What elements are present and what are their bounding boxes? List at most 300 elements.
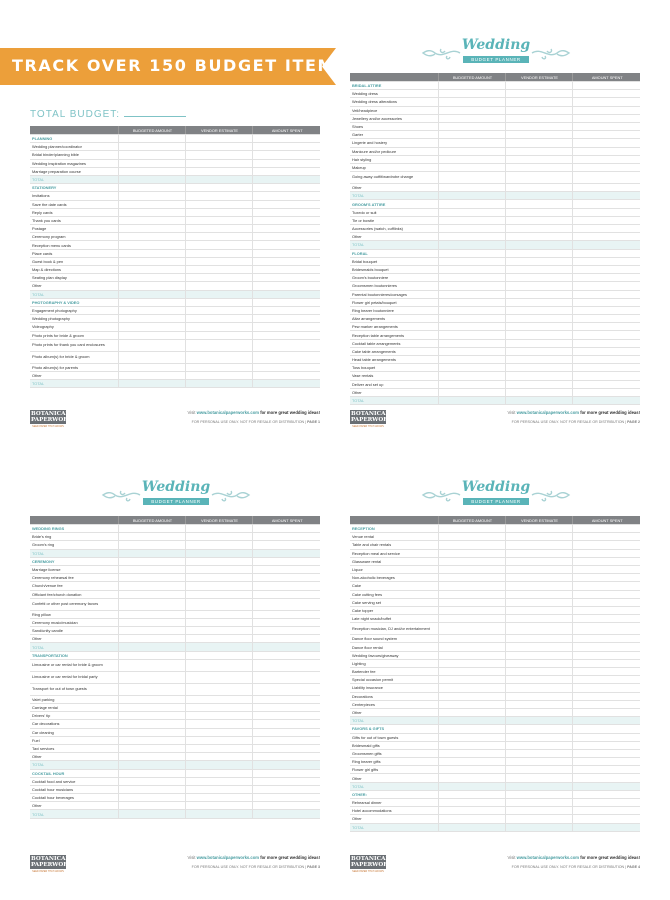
amount-cell[interactable]: [438, 331, 505, 339]
total-amount-cell[interactable]: [572, 823, 640, 831]
amount-cell[interactable]: [438, 282, 505, 290]
amount-cell[interactable]: [185, 298, 252, 306]
total-amount-cell[interactable]: [252, 761, 320, 769]
amount-cell[interactable]: [438, 525, 505, 533]
amount-cell[interactable]: [572, 598, 640, 606]
website-link[interactable]: www.botanicalpaperworks.com: [516, 855, 580, 860]
amount-cell[interactable]: [572, 257, 640, 265]
amount-cell[interactable]: [505, 208, 572, 216]
amount-cell[interactable]: [252, 777, 320, 785]
total-amount-cell[interactable]: [118, 549, 185, 557]
amount-cell[interactable]: [252, 736, 320, 744]
amount-cell[interactable]: [185, 753, 252, 761]
amount-cell[interactable]: [185, 736, 252, 744]
amount-cell[interactable]: [505, 606, 572, 614]
amount-cell[interactable]: [185, 598, 252, 610]
amount-cell[interactable]: [185, 525, 252, 533]
total-budget-blank-line[interactable]: [124, 108, 186, 117]
amount-cell[interactable]: [505, 700, 572, 708]
amount-cell[interactable]: [118, 192, 185, 200]
total-amount-cell[interactable]: [505, 782, 572, 790]
amount-cell[interactable]: [118, 683, 185, 695]
amount-cell[interactable]: [505, 725, 572, 733]
amount-cell[interactable]: [572, 557, 640, 565]
amount-cell[interactable]: [118, 266, 185, 274]
amount-cell[interactable]: [252, 695, 320, 703]
amount-cell[interactable]: [185, 565, 252, 573]
amount-cell[interactable]: [252, 659, 320, 671]
amount-cell[interactable]: [118, 565, 185, 573]
amount-cell[interactable]: [438, 257, 505, 265]
amount-cell[interactable]: [505, 122, 572, 130]
amount-cell[interactable]: [185, 315, 252, 323]
amount-cell[interactable]: [438, 623, 505, 635]
amount-cell[interactable]: [252, 266, 320, 274]
amount-cell[interactable]: [118, 651, 185, 659]
total-amount-cell[interactable]: [118, 290, 185, 298]
amount-cell[interactable]: [505, 790, 572, 798]
amount-cell[interactable]: [185, 282, 252, 290]
amount-cell[interactable]: [572, 623, 640, 635]
amount-cell[interactable]: [118, 541, 185, 549]
amount-cell[interactable]: [185, 728, 252, 736]
amount-cell[interactable]: [572, 700, 640, 708]
amount-cell[interactable]: [185, 192, 252, 200]
amount-cell[interactable]: [185, 712, 252, 720]
amount-cell[interactable]: [572, 388, 640, 396]
amount-cell[interactable]: [505, 163, 572, 171]
amount-cell[interactable]: [185, 794, 252, 802]
amount-cell[interactable]: [185, 785, 252, 793]
amount-cell[interactable]: [252, 351, 320, 363]
amount-cell[interactable]: [118, 274, 185, 282]
amount-cell[interactable]: [185, 371, 252, 379]
amount-cell[interactable]: [505, 90, 572, 98]
amount-cell[interactable]: [572, 749, 640, 757]
amount-cell[interactable]: [438, 339, 505, 347]
amount-cell[interactable]: [252, 728, 320, 736]
amount-cell[interactable]: [118, 225, 185, 233]
amount-cell[interactable]: [438, 163, 505, 171]
total-amount-cell[interactable]: [572, 241, 640, 249]
total-amount-cell[interactable]: [572, 782, 640, 790]
amount-cell[interactable]: [505, 758, 572, 766]
amount-cell[interactable]: [118, 533, 185, 541]
amount-cell[interactable]: [185, 323, 252, 331]
amount-cell[interactable]: [118, 574, 185, 582]
amount-cell[interactable]: [185, 135, 252, 143]
amount-cell[interactable]: [572, 139, 640, 147]
amount-cell[interactable]: [185, 274, 252, 282]
amount-cell[interactable]: [505, 364, 572, 372]
amount-cell[interactable]: [118, 331, 185, 339]
amount-cell[interactable]: [252, 323, 320, 331]
amount-cell[interactable]: [252, 565, 320, 573]
amount-cell[interactable]: [438, 155, 505, 163]
total-amount-cell[interactable]: [438, 823, 505, 831]
amount-cell[interactable]: [505, 590, 572, 598]
total-amount-cell[interactable]: [185, 380, 252, 388]
total-amount-cell[interactable]: [118, 643, 185, 651]
amount-cell[interactable]: [438, 106, 505, 114]
amount-cell[interactable]: [185, 704, 252, 712]
amount-cell[interactable]: [252, 371, 320, 379]
amount-cell[interactable]: [252, 363, 320, 371]
amount-cell[interactable]: [118, 582, 185, 590]
amount-cell[interactable]: [438, 799, 505, 807]
amount-cell[interactable]: [505, 372, 572, 380]
amount-cell[interactable]: [252, 794, 320, 802]
amount-cell[interactable]: [572, 208, 640, 216]
website-link[interactable]: www.botanicalpaperworks.com: [196, 410, 260, 415]
amount-cell[interactable]: [252, 533, 320, 541]
amount-cell[interactable]: [438, 541, 505, 549]
amount-cell[interactable]: [505, 131, 572, 139]
amount-cell[interactable]: [572, 549, 640, 557]
amount-cell[interactable]: [118, 351, 185, 363]
amount-cell[interactable]: [572, 590, 640, 598]
total-amount-cell[interactable]: [505, 396, 572, 404]
amount-cell[interactable]: [252, 192, 320, 200]
amount-cell[interactable]: [438, 216, 505, 224]
amount-cell[interactable]: [438, 208, 505, 216]
amount-cell[interactable]: [505, 684, 572, 692]
total-amount-cell[interactable]: [185, 810, 252, 818]
amount-cell[interactable]: [252, 135, 320, 143]
amount-cell[interactable]: [438, 323, 505, 331]
amount-cell[interactable]: [505, 766, 572, 774]
amount-cell[interactable]: [572, 676, 640, 684]
amount-cell[interactable]: [505, 184, 572, 192]
amount-cell[interactable]: [185, 241, 252, 249]
amount-cell[interactable]: [572, 565, 640, 573]
amount-cell[interactable]: [505, 233, 572, 241]
amount-cell[interactable]: [252, 306, 320, 314]
amount-cell[interactable]: [118, 753, 185, 761]
amount-cell[interactable]: [505, 265, 572, 273]
amount-cell[interactable]: [185, 574, 252, 582]
amount-cell[interactable]: [185, 541, 252, 549]
amount-cell[interactable]: [252, 225, 320, 233]
amount-cell[interactable]: [118, 627, 185, 635]
amount-cell[interactable]: [185, 777, 252, 785]
amount-cell[interactable]: [118, 339, 185, 351]
amount-cell[interactable]: [118, 363, 185, 371]
amount-cell[interactable]: [118, 769, 185, 777]
amount-cell[interactable]: [185, 683, 252, 695]
amount-cell[interactable]: [118, 777, 185, 785]
amount-cell[interactable]: [572, 692, 640, 700]
amount-cell[interactable]: [252, 744, 320, 752]
amount-cell[interactable]: [438, 356, 505, 364]
amount-cell[interactable]: [438, 557, 505, 565]
amount-cell[interactable]: [572, 766, 640, 774]
amount-cell[interactable]: [505, 598, 572, 606]
amount-cell[interactable]: [572, 659, 640, 667]
amount-cell[interactable]: [185, 627, 252, 635]
amount-cell[interactable]: [252, 720, 320, 728]
amount-cell[interactable]: [438, 306, 505, 314]
amount-cell[interactable]: [185, 695, 252, 703]
amount-cell[interactable]: [252, 712, 320, 720]
amount-cell[interactable]: [118, 695, 185, 703]
amount-cell[interactable]: [438, 549, 505, 557]
amount-cell[interactable]: [505, 290, 572, 298]
amount-cell[interactable]: [252, 598, 320, 610]
amount-cell[interactable]: [505, 155, 572, 163]
amount-cell[interactable]: [438, 692, 505, 700]
amount-cell[interactable]: [438, 114, 505, 122]
amount-cell[interactable]: [252, 753, 320, 761]
amount-cell[interactable]: [118, 590, 185, 598]
amount-cell[interactable]: [118, 298, 185, 306]
amount-cell[interactable]: [185, 533, 252, 541]
amount-cell[interactable]: [438, 122, 505, 130]
amount-cell[interactable]: [252, 143, 320, 151]
amount-cell[interactable]: [118, 208, 185, 216]
amount-cell[interactable]: [438, 676, 505, 684]
amount-cell[interactable]: [118, 610, 185, 618]
amount-cell[interactable]: [118, 159, 185, 167]
total-amount-cell[interactable]: [505, 823, 572, 831]
total-amount-cell[interactable]: [572, 396, 640, 404]
amount-cell[interactable]: [505, 139, 572, 147]
amount-cell[interactable]: [505, 668, 572, 676]
amount-cell[interactable]: [438, 758, 505, 766]
amount-cell[interactable]: [572, 807, 640, 815]
amount-cell[interactable]: [185, 363, 252, 371]
total-amount-cell[interactable]: [438, 396, 505, 404]
total-amount-cell[interactable]: [185, 290, 252, 298]
amount-cell[interactable]: [572, 725, 640, 733]
amount-cell[interactable]: [572, 643, 640, 651]
amount-cell[interactable]: [118, 257, 185, 265]
amount-cell[interactable]: [572, 758, 640, 766]
amount-cell[interactable]: [505, 807, 572, 815]
amount-cell[interactable]: [438, 774, 505, 782]
amount-cell[interactable]: [438, 233, 505, 241]
amount-cell[interactable]: [572, 265, 640, 273]
amount-cell[interactable]: [438, 815, 505, 823]
amount-cell[interactable]: [252, 184, 320, 192]
amount-cell[interactable]: [505, 257, 572, 265]
amount-cell[interactable]: [118, 618, 185, 626]
amount-cell[interactable]: [505, 200, 572, 208]
amount-cell[interactable]: [572, 615, 640, 623]
amount-cell[interactable]: [438, 565, 505, 573]
total-amount-cell[interactable]: [252, 175, 320, 183]
amount-cell[interactable]: [572, 216, 640, 224]
amount-cell[interactable]: [572, 131, 640, 139]
amount-cell[interactable]: [438, 380, 505, 388]
total-amount-cell[interactable]: [185, 549, 252, 557]
amount-cell[interactable]: [118, 659, 185, 671]
amount-cell[interactable]: [505, 733, 572, 741]
amount-cell[interactable]: [252, 159, 320, 167]
amount-cell[interactable]: [438, 725, 505, 733]
amount-cell[interactable]: [185, 143, 252, 151]
amount-cell[interactable]: [572, 114, 640, 122]
amount-cell[interactable]: [185, 651, 252, 659]
amount-cell[interactable]: [252, 802, 320, 810]
amount-cell[interactable]: [185, 618, 252, 626]
amount-cell[interactable]: [438, 766, 505, 774]
website-link[interactable]: www.botanicalpaperworks.com: [196, 855, 260, 860]
amount-cell[interactable]: [252, 651, 320, 659]
amount-cell[interactable]: [505, 659, 572, 667]
amount-cell[interactable]: [118, 557, 185, 565]
amount-cell[interactable]: [118, 794, 185, 802]
amount-cell[interactable]: [185, 167, 252, 175]
total-amount-cell[interactable]: [185, 643, 252, 651]
amount-cell[interactable]: [572, 733, 640, 741]
amount-cell[interactable]: [118, 315, 185, 323]
amount-cell[interactable]: [572, 122, 640, 130]
amount-cell[interactable]: [572, 364, 640, 372]
amount-cell[interactable]: [438, 274, 505, 282]
amount-cell[interactable]: [572, 356, 640, 364]
amount-cell[interactable]: [572, 815, 640, 823]
amount-cell[interactable]: [185, 720, 252, 728]
amount-cell[interactable]: [505, 331, 572, 339]
amount-cell[interactable]: [572, 799, 640, 807]
amount-cell[interactable]: [438, 347, 505, 355]
amount-cell[interactable]: [505, 557, 572, 565]
amount-cell[interactable]: [505, 147, 572, 155]
amount-cell[interactable]: [185, 590, 252, 598]
amount-cell[interactable]: [118, 728, 185, 736]
amount-cell[interactable]: [118, 184, 185, 192]
amount-cell[interactable]: [505, 623, 572, 635]
amount-cell[interactable]: [505, 249, 572, 257]
amount-cell[interactable]: [505, 347, 572, 355]
amount-cell[interactable]: [118, 306, 185, 314]
amount-cell[interactable]: [505, 172, 572, 184]
amount-cell[interactable]: [438, 249, 505, 257]
amount-cell[interactable]: [438, 684, 505, 692]
amount-cell[interactable]: [438, 200, 505, 208]
amount-cell[interactable]: [572, 684, 640, 692]
amount-cell[interactable]: [252, 208, 320, 216]
total-amount-cell[interactable]: [438, 192, 505, 200]
amount-cell[interactable]: [438, 598, 505, 606]
amount-cell[interactable]: [185, 257, 252, 265]
amount-cell[interactable]: [505, 225, 572, 233]
amount-cell[interactable]: [438, 172, 505, 184]
amount-cell[interactable]: [252, 241, 320, 249]
amount-cell[interactable]: [438, 533, 505, 541]
amount-cell[interactable]: [185, 233, 252, 241]
amount-cell[interactable]: [438, 643, 505, 651]
amount-cell[interactable]: [438, 225, 505, 233]
total-amount-cell[interactable]: [572, 717, 640, 725]
amount-cell[interactable]: [572, 668, 640, 676]
amount-cell[interactable]: [505, 676, 572, 684]
amount-cell[interactable]: [252, 274, 320, 282]
amount-cell[interactable]: [572, 790, 640, 798]
amount-cell[interactable]: [572, 184, 640, 192]
total-amount-cell[interactable]: [438, 782, 505, 790]
amount-cell[interactable]: [505, 774, 572, 782]
amount-cell[interactable]: [185, 339, 252, 351]
amount-cell[interactable]: [505, 339, 572, 347]
total-amount-cell[interactable]: [252, 549, 320, 557]
amount-cell[interactable]: [185, 744, 252, 752]
amount-cell[interactable]: [505, 106, 572, 114]
amount-cell[interactable]: [252, 151, 320, 159]
amount-cell[interactable]: [438, 700, 505, 708]
amount-cell[interactable]: [438, 790, 505, 798]
amount-cell[interactable]: [438, 635, 505, 643]
amount-cell[interactable]: [438, 659, 505, 667]
amount-cell[interactable]: [118, 712, 185, 720]
amount-cell[interactable]: [572, 249, 640, 257]
amount-cell[interactable]: [505, 356, 572, 364]
amount-cell[interactable]: [438, 733, 505, 741]
amount-cell[interactable]: [252, 249, 320, 257]
amount-cell[interactable]: [572, 225, 640, 233]
amount-cell[interactable]: [505, 114, 572, 122]
amount-cell[interactable]: [118, 216, 185, 224]
amount-cell[interactable]: [185, 635, 252, 643]
amount-cell[interactable]: [252, 635, 320, 643]
amount-cell[interactable]: [185, 331, 252, 339]
amount-cell[interactable]: [438, 574, 505, 582]
amount-cell[interactable]: [572, 106, 640, 114]
amount-cell[interactable]: [438, 708, 505, 716]
amount-cell[interactable]: [572, 172, 640, 184]
total-amount-cell[interactable]: [252, 810, 320, 818]
total-amount-cell[interactable]: [252, 643, 320, 651]
amount-cell[interactable]: [572, 774, 640, 782]
amount-cell[interactable]: [438, 315, 505, 323]
amount-cell[interactable]: [438, 98, 505, 106]
amount-cell[interactable]: [185, 769, 252, 777]
amount-cell[interactable]: [572, 708, 640, 716]
amount-cell[interactable]: [438, 364, 505, 372]
amount-cell[interactable]: [438, 668, 505, 676]
amount-cell[interactable]: [185, 159, 252, 167]
amount-cell[interactable]: [438, 265, 505, 273]
amount-cell[interactable]: [505, 692, 572, 700]
amount-cell[interactable]: [252, 216, 320, 224]
amount-cell[interactable]: [252, 590, 320, 598]
amount-cell[interactable]: [572, 90, 640, 98]
amount-cell[interactable]: [505, 298, 572, 306]
amount-cell[interactable]: [438, 298, 505, 306]
amount-cell[interactable]: [505, 82, 572, 90]
total-amount-cell[interactable]: [118, 810, 185, 818]
amount-cell[interactable]: [505, 615, 572, 623]
amount-cell[interactable]: [118, 635, 185, 643]
amount-cell[interactable]: [505, 582, 572, 590]
total-amount-cell[interactable]: [438, 717, 505, 725]
amount-cell[interactable]: [252, 200, 320, 208]
amount-cell[interactable]: [572, 606, 640, 614]
amount-cell[interactable]: [572, 651, 640, 659]
amount-cell[interactable]: [438, 290, 505, 298]
amount-cell[interactable]: [252, 339, 320, 351]
amount-cell[interactable]: [438, 388, 505, 396]
amount-cell[interactable]: [185, 582, 252, 590]
amount-cell[interactable]: [505, 549, 572, 557]
amount-cell[interactable]: [438, 147, 505, 155]
amount-cell[interactable]: [572, 233, 640, 241]
amount-cell[interactable]: [572, 541, 640, 549]
amount-cell[interactable]: [572, 306, 640, 314]
amount-cell[interactable]: [438, 184, 505, 192]
total-amount-cell[interactable]: [252, 290, 320, 298]
